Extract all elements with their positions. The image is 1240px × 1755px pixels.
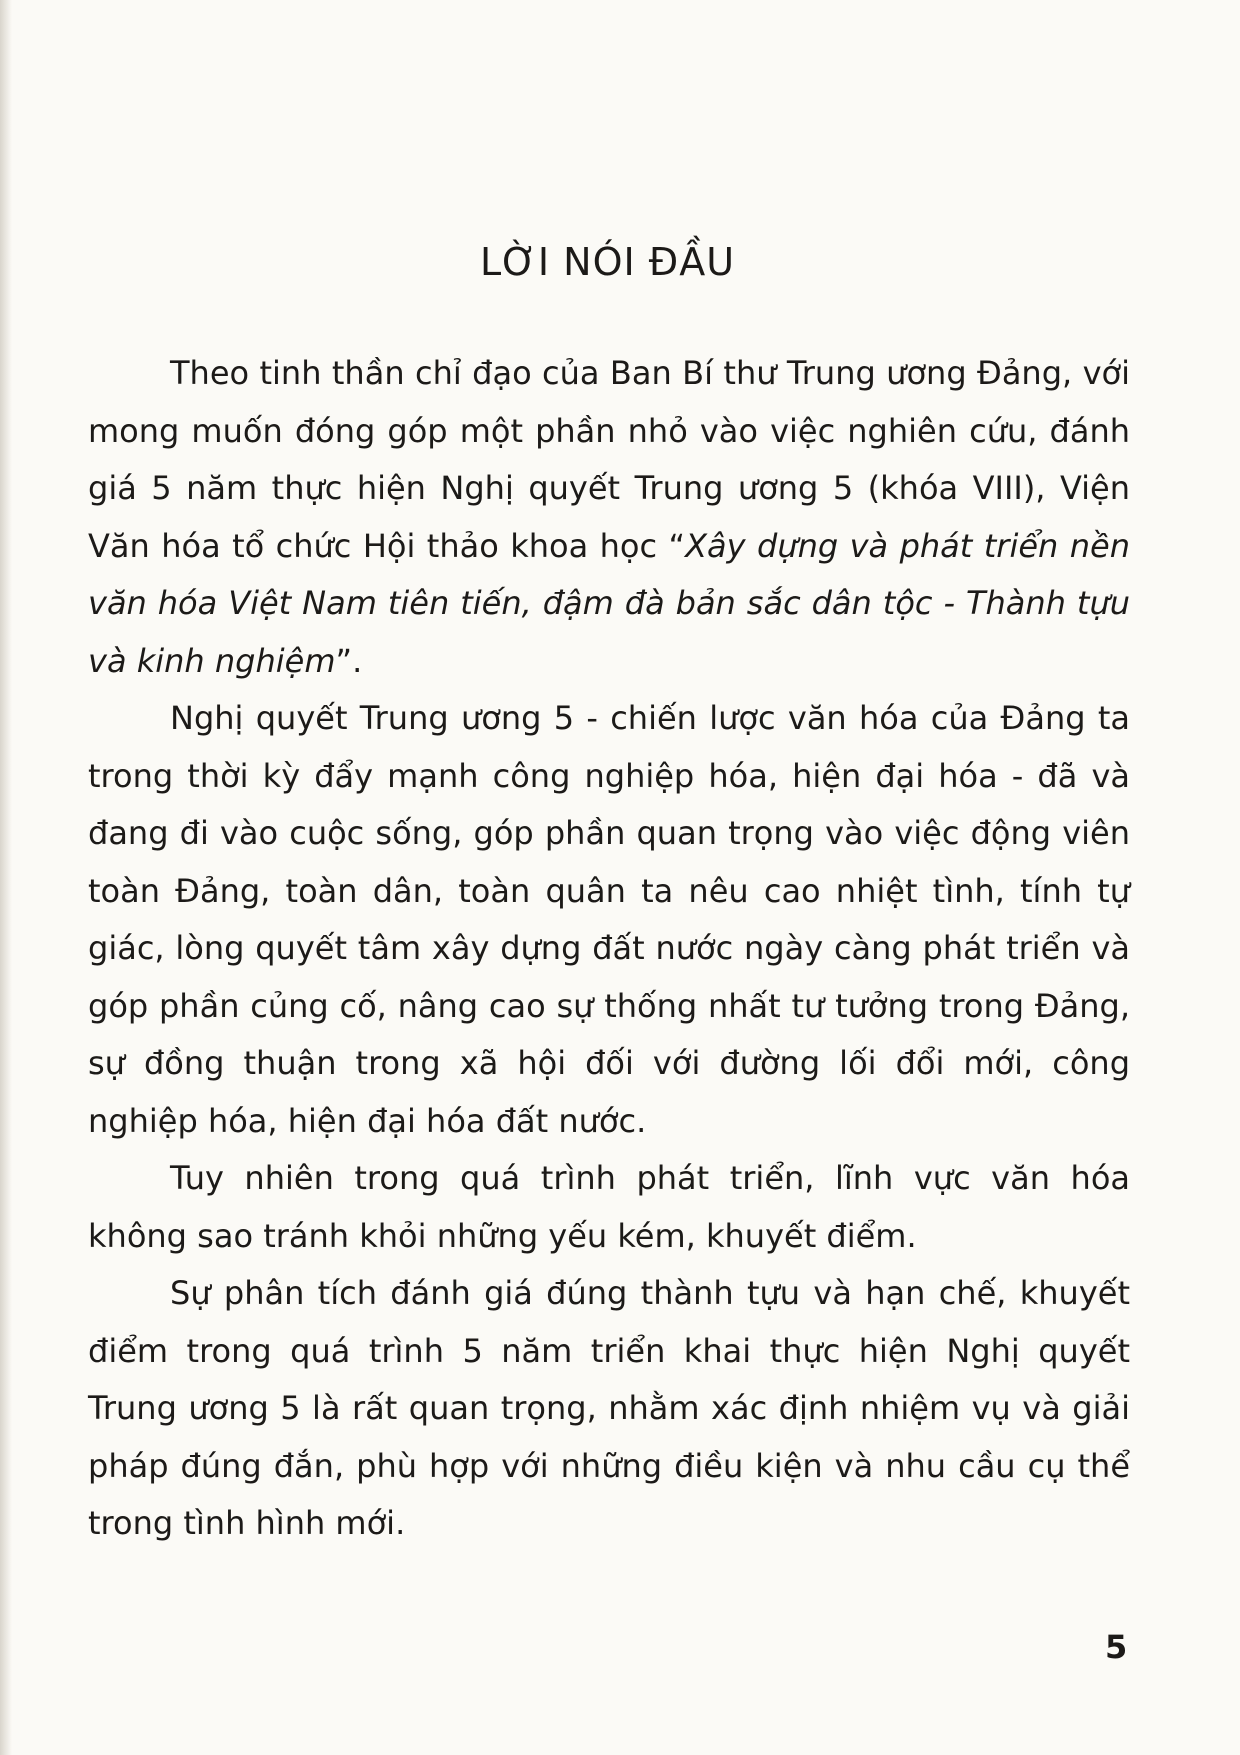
conference-title: Xây dựng và phát triển nền văn hóa Việt Nam tiên tiến, đậm đà bản sắc dân tộc - Thành tựu và kinh nghiệm — [88, 526, 1131, 680]
page-number: 5 — [1105, 1628, 1128, 1666]
paragraph-1-ending: ”. — [335, 641, 363, 680]
page-title: LỜI NÓI ĐẦU — [479, 240, 736, 284]
paragraph-1 — [88, 345, 1130, 690]
preface-body — [88, 345, 1130, 1553]
paragraph-2: Nghị quyết Trung ương 5 - chiến lược văn hóa của Đảng ta trong thời kỳ đẩy mạnh công nghiệp hóa, hiện đại hóa - đã và đang đi vào cuộc sống, góp phần quan trọng vào việc động viên toàn Đảng, toàn dân, toàn quân ta nêu cao nhiệt tình, tính tự giác, lòng quyết tâm xây dựng đất nước ngày càng phát triển và góp phần củng cố, nâng cao sự thống nhất tư tưởng trong Đảng, sự đồng thuận trong xã hội đối với đường lối đổi mới, công nghiệp hóa, hiện đại hóa đất nước. — [88, 699, 1130, 1140]
paragraph-4: Sự phân tích đánh giá đúng thành tựu và hạn chế, khuyết điểm trong quá trình 5 năm triển khai thực hiện Nghị quyết Trung ương 5 là rất quan trọng, nhằm xác định nhiệm vụ và giải pháp đúng đắn, phù hợp với những điều kiện và nhu cầu cụ thể trong tình hình mới. — [88, 1274, 1130, 1542]
paragraph-3: Tuy nhiên trong quá trình phát triển, lĩnh vực văn hóa không sao tránh khỏi những yếu kém, khuyết điểm. — [88, 1159, 1130, 1255]
paragraph-1-text: Theo tinh thần chỉ đạo của Ban Bí thư Trung ương Đảng, với mong muốn đóng góp một phần nhỏ vào việc nghiên cứu, đánh giá 5 năm thực hiện Nghị quyết Trung ương 5 (khóa VIII), Viện Văn hóa tổ chức Hội thảo khoa học “ — [88, 354, 1130, 565]
